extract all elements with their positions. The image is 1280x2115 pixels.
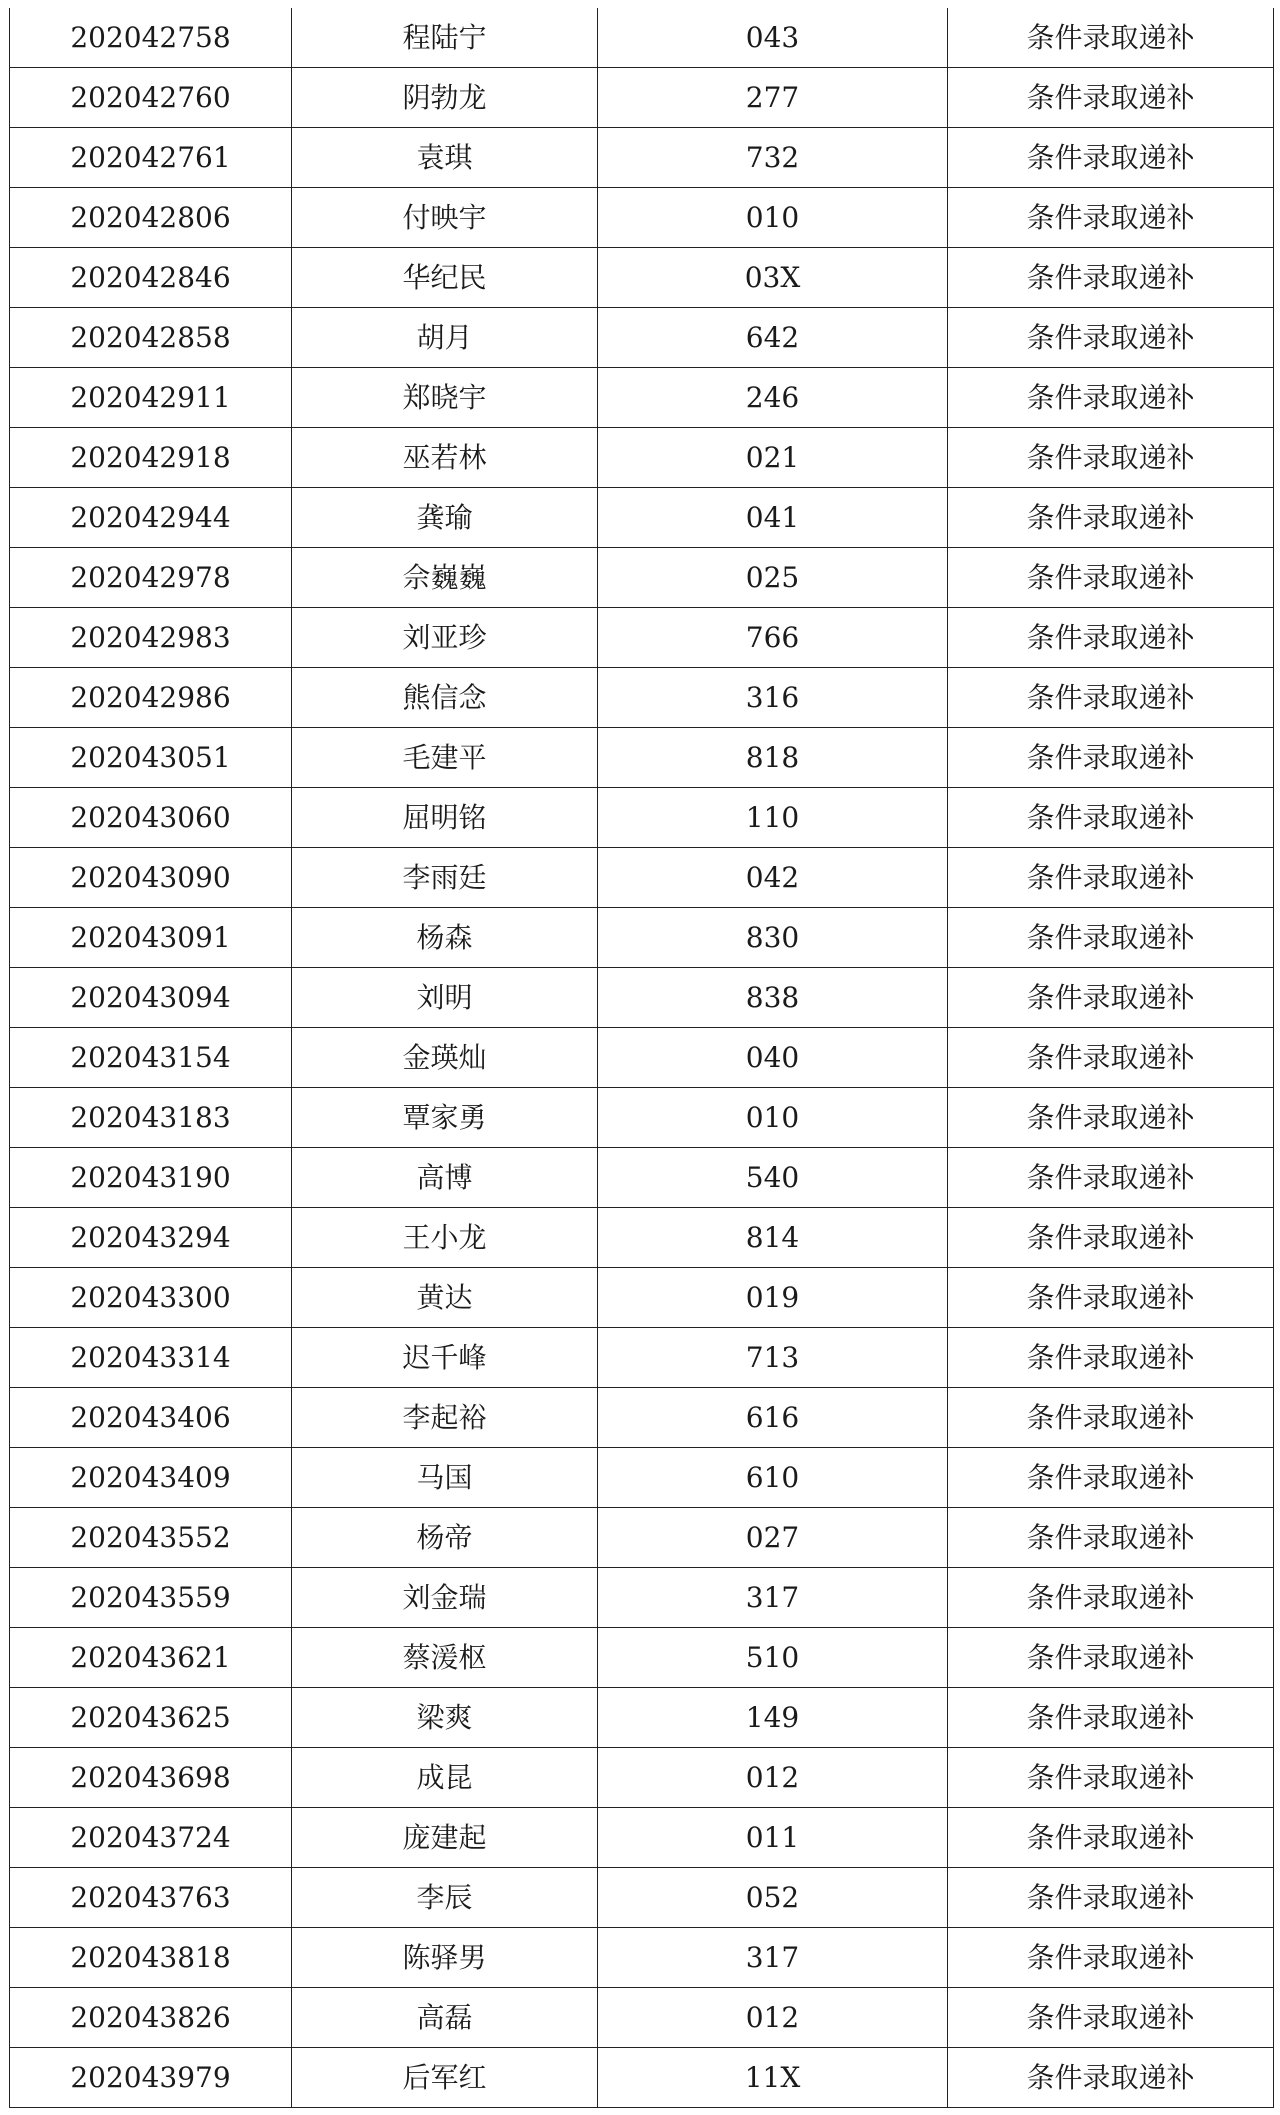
table-row — [10, 8, 1274, 68]
id-suffix-cell: 246 — [598, 368, 948, 428]
admission-status-cell: 条件录取递补 — [948, 1988, 1274, 2048]
table-row — [10, 908, 1274, 968]
id-suffix-cell: 11X — [598, 2048, 948, 2108]
candidate-name-cell: 刘金瑞 — [292, 1568, 598, 1628]
candidate-number-cell: 202043094 — [10, 968, 292, 1028]
id-suffix-cell: 277 — [598, 68, 948, 128]
id-suffix-cell: 830 — [598, 908, 948, 968]
candidate-number-cell: 202043406 — [10, 1388, 292, 1448]
id-suffix-cell: 642 — [598, 308, 948, 368]
admission-status-cell: 条件录取递补 — [948, 1148, 1274, 1208]
table-row — [10, 1208, 1274, 1268]
candidate-number-cell: 202042986 — [10, 668, 292, 728]
id-suffix-cell: 540 — [598, 1148, 948, 1208]
id-suffix-cell: 043 — [598, 8, 948, 68]
id-suffix-cell: 616 — [598, 1388, 948, 1448]
candidate-name-cell: 华纪民 — [292, 248, 598, 308]
candidate-number-cell: 202042760 — [10, 68, 292, 128]
candidate-name-cell: 陈驿男 — [292, 1928, 598, 1988]
admission-status-cell: 条件录取递补 — [948, 968, 1274, 1028]
admission-status-cell: 条件录取递补 — [948, 1688, 1274, 1748]
id-suffix-cell: 010 — [598, 188, 948, 248]
table-row — [10, 248, 1274, 308]
id-suffix-cell: 838 — [598, 968, 948, 1028]
id-suffix-cell: 019 — [598, 1268, 948, 1328]
id-suffix-cell: 814 — [598, 1208, 948, 1268]
candidate-name-cell: 金瑛灿 — [292, 1028, 598, 1088]
id-suffix-cell: 317 — [598, 1568, 948, 1628]
admission-status-cell: 条件录取递补 — [948, 668, 1274, 728]
candidate-number-cell: 202043552 — [10, 1508, 292, 1568]
admission-status-cell: 条件录取递补 — [948, 848, 1274, 908]
candidate-name-cell: 高博 — [292, 1148, 598, 1208]
candidate-number-cell: 202042846 — [10, 248, 292, 308]
table-row — [10, 548, 1274, 608]
admission-status-cell: 条件录取递补 — [948, 728, 1274, 788]
table-row — [10, 1628, 1274, 1688]
id-suffix-cell: 025 — [598, 548, 948, 608]
admission-status-cell: 条件录取递补 — [948, 428, 1274, 488]
table-row — [10, 1148, 1274, 1208]
candidate-number-cell: 202043190 — [10, 1148, 292, 1208]
candidate-name-cell: 后军红 — [292, 2048, 598, 2108]
candidate-number-cell: 202043409 — [10, 1448, 292, 1508]
candidate-number-cell: 202042983 — [10, 608, 292, 668]
candidate-number-cell: 202043826 — [10, 1988, 292, 2048]
candidate-number-cell: 202042761 — [10, 128, 292, 188]
candidate-name-cell: 杨森 — [292, 908, 598, 968]
admission-status-cell: 条件录取递补 — [948, 1328, 1274, 1388]
id-suffix-cell: 012 — [598, 1748, 948, 1808]
id-suffix-cell: 149 — [598, 1688, 948, 1748]
candidate-number-cell: 202043154 — [10, 1028, 292, 1088]
admission-status-cell: 条件录取递补 — [948, 788, 1274, 848]
admission-status-cell: 条件录取递补 — [948, 128, 1274, 188]
table-row — [10, 1988, 1274, 2048]
admission-status-cell: 条件录取递补 — [948, 488, 1274, 548]
id-suffix-cell: 052 — [598, 1868, 948, 1928]
candidate-number-cell: 202043314 — [10, 1328, 292, 1388]
admission-status-cell: 条件录取递补 — [948, 1808, 1274, 1868]
table-row — [10, 668, 1274, 728]
candidate-name-cell: 迟千峰 — [292, 1328, 598, 1388]
candidate-number-cell: 202042918 — [10, 428, 292, 488]
candidate-number-cell: 202043300 — [10, 1268, 292, 1328]
id-suffix-cell: 040 — [598, 1028, 948, 1088]
table-row — [10, 1328, 1274, 1388]
candidate-name-cell: 巫若林 — [292, 428, 598, 488]
candidate-name-cell: 王小龙 — [292, 1208, 598, 1268]
table-row — [10, 1508, 1274, 1568]
candidate-number-cell: 202043724 — [10, 1808, 292, 1868]
table-row — [10, 1268, 1274, 1328]
admission-table — [9, 8, 1274, 2108]
candidate-name-cell: 庞建起 — [292, 1808, 598, 1868]
candidate-number-cell: 202043051 — [10, 728, 292, 788]
candidate-number-cell: 202042944 — [10, 488, 292, 548]
table-row — [10, 1748, 1274, 1808]
admission-status-cell: 条件录取递补 — [948, 68, 1274, 128]
candidate-number-cell: 202043294 — [10, 1208, 292, 1268]
table-row — [10, 488, 1274, 548]
candidate-number-cell: 202043625 — [10, 1688, 292, 1748]
table-row — [10, 1088, 1274, 1148]
candidate-name-cell: 刘明 — [292, 968, 598, 1028]
admission-status-cell: 条件录取递补 — [948, 608, 1274, 668]
table-row — [10, 1028, 1274, 1088]
candidate-number-cell: 202042858 — [10, 308, 292, 368]
table-row — [10, 788, 1274, 848]
candidate-number-cell: 202043979 — [10, 2048, 292, 2108]
table-row — [10, 128, 1274, 188]
table-row — [10, 1448, 1274, 1508]
table-row — [10, 1868, 1274, 1928]
table-row — [10, 1568, 1274, 1628]
candidate-number-cell: 202043060 — [10, 788, 292, 848]
candidate-number-cell: 202043559 — [10, 1568, 292, 1628]
candidate-name-cell: 刘亚珍 — [292, 608, 598, 668]
table-row — [10, 1928, 1274, 1988]
candidate-name-cell: 付映宇 — [292, 188, 598, 248]
candidate-name-cell: 成昆 — [292, 1748, 598, 1808]
candidate-name-cell: 袁琪 — [292, 128, 598, 188]
admission-list-sheet — [9, 8, 1273, 2108]
admission-status-cell: 条件录取递补 — [948, 308, 1274, 368]
admission-status-cell: 条件录取递补 — [948, 548, 1274, 608]
id-suffix-cell: 732 — [598, 128, 948, 188]
admission-status-cell: 条件录取递补 — [948, 1208, 1274, 1268]
candidate-name-cell: 毛建平 — [292, 728, 598, 788]
table-row — [10, 2048, 1274, 2108]
table-row — [10, 308, 1274, 368]
admission-status-cell: 条件录取递补 — [948, 188, 1274, 248]
candidate-name-cell: 李辰 — [292, 1868, 598, 1928]
candidate-name-cell: 蔡湲枢 — [292, 1628, 598, 1688]
candidate-number-cell: 202042758 — [10, 8, 292, 68]
candidate-number-cell: 202043763 — [10, 1868, 292, 1928]
id-suffix-cell: 766 — [598, 608, 948, 668]
candidate-name-cell: 屈明铭 — [292, 788, 598, 848]
admission-status-cell: 条件录取递补 — [948, 908, 1274, 968]
admission-status-cell: 条件录取递补 — [948, 1868, 1274, 1928]
candidate-number-cell: 202043091 — [10, 908, 292, 968]
id-suffix-cell: 317 — [598, 1928, 948, 1988]
admission-status-cell: 条件录取递补 — [948, 1748, 1274, 1808]
id-suffix-cell: 110 — [598, 788, 948, 848]
candidate-number-cell: 202043090 — [10, 848, 292, 908]
candidate-name-cell: 杨帝 — [292, 1508, 598, 1568]
candidate-number-cell: 202042978 — [10, 548, 292, 608]
table-row — [10, 368, 1274, 428]
id-suffix-cell: 03X — [598, 248, 948, 308]
id-suffix-cell: 042 — [598, 848, 948, 908]
table-row — [10, 1688, 1274, 1748]
table-row — [10, 968, 1274, 1028]
candidate-number-cell: 202042806 — [10, 188, 292, 248]
admission-status-cell: 条件录取递补 — [948, 368, 1274, 428]
admission-status-cell: 条件录取递补 — [948, 1568, 1274, 1628]
table-row — [10, 68, 1274, 128]
id-suffix-cell: 011 — [598, 1808, 948, 1868]
candidate-number-cell: 202042911 — [10, 368, 292, 428]
table-row — [10, 1808, 1274, 1868]
admission-status-cell: 条件录取递补 — [948, 1628, 1274, 1688]
table-row — [10, 188, 1274, 248]
table-row — [10, 728, 1274, 788]
id-suffix-cell: 510 — [598, 1628, 948, 1688]
candidate-name-cell: 龚瑜 — [292, 488, 598, 548]
table-row — [10, 1388, 1274, 1448]
table-row — [10, 608, 1274, 668]
candidate-name-cell: 阴勃龙 — [292, 68, 598, 128]
candidate-name-cell: 胡月 — [292, 308, 598, 368]
admission-status-cell: 条件录取递补 — [948, 248, 1274, 308]
candidate-number-cell: 202043818 — [10, 1928, 292, 1988]
candidate-name-cell: 程陆宁 — [292, 8, 598, 68]
id-suffix-cell: 713 — [598, 1328, 948, 1388]
admission-status-cell: 条件录取递补 — [948, 1388, 1274, 1448]
admission-status-cell: 条件录取递补 — [948, 1508, 1274, 1568]
candidate-name-cell: 熊信念 — [292, 668, 598, 728]
admission-table-body — [10, 8, 1274, 2108]
candidate-name-cell: 黄达 — [292, 1268, 598, 1328]
admission-status-cell: 条件录取递补 — [948, 1028, 1274, 1088]
candidate-name-cell: 李雨廷 — [292, 848, 598, 908]
candidate-name-cell: 李起裕 — [292, 1388, 598, 1448]
candidate-name-cell: 覃家勇 — [292, 1088, 598, 1148]
admission-status-cell: 条件录取递补 — [948, 1928, 1274, 1988]
id-suffix-cell: 012 — [598, 1988, 948, 2048]
candidate-name-cell: 高磊 — [292, 1988, 598, 2048]
id-suffix-cell: 818 — [598, 728, 948, 788]
id-suffix-cell: 316 — [598, 668, 948, 728]
id-suffix-cell: 021 — [598, 428, 948, 488]
candidate-name-cell: 佘巍巍 — [292, 548, 598, 608]
table-row — [10, 848, 1274, 908]
table-row — [10, 428, 1274, 488]
id-suffix-cell: 041 — [598, 488, 948, 548]
candidate-name-cell: 郑晓宇 — [292, 368, 598, 428]
id-suffix-cell: 610 — [598, 1448, 948, 1508]
admission-status-cell: 条件录取递补 — [948, 1448, 1274, 1508]
candidate-name-cell: 梁爽 — [292, 1688, 598, 1748]
candidate-number-cell: 202043621 — [10, 1628, 292, 1688]
id-suffix-cell: 010 — [598, 1088, 948, 1148]
admission-status-cell: 条件录取递补 — [948, 8, 1274, 68]
candidate-number-cell: 202043183 — [10, 1088, 292, 1148]
id-suffix-cell: 027 — [598, 1508, 948, 1568]
admission-status-cell: 条件录取递补 — [948, 1088, 1274, 1148]
admission-status-cell: 条件录取递补 — [948, 1268, 1274, 1328]
candidate-number-cell: 202043698 — [10, 1748, 292, 1808]
candidate-name-cell: 马国 — [292, 1448, 598, 1508]
admission-status-cell: 条件录取递补 — [948, 2048, 1274, 2108]
